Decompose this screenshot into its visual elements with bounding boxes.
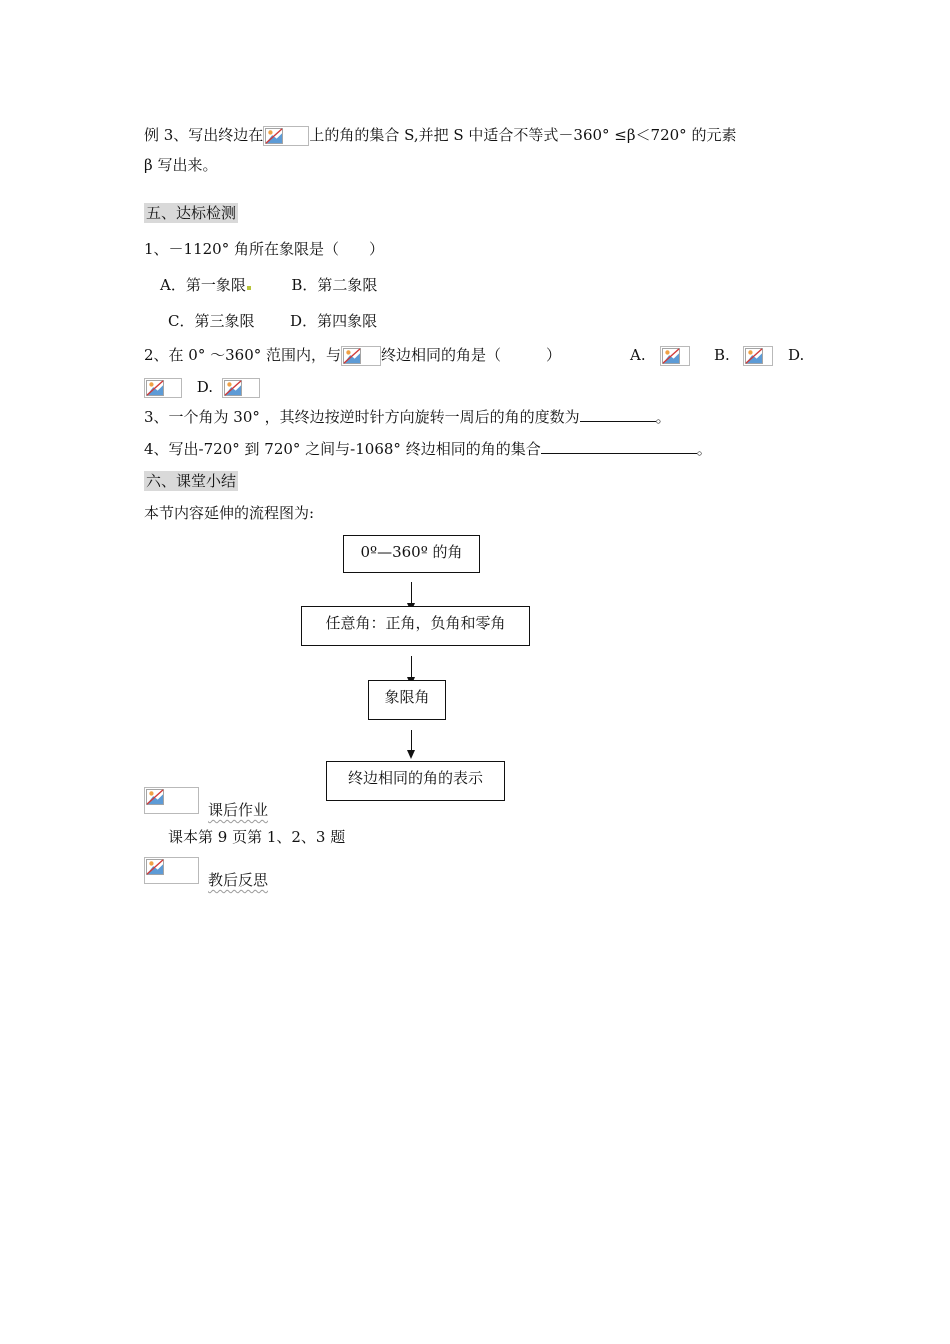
homework-label-text: 课后作业 [208,801,269,819]
q1-option-d: D．第四象限 [290,312,378,330]
q2-option-b [714,344,773,366]
section-6-heading [144,470,238,492]
q4 [144,438,712,460]
reflection-header [144,857,199,884]
q2-stem-text: 2、在 0° ～360° 范围内，与 [144,346,342,364]
q2-option-a-label: A. [630,346,646,364]
flowchart-box-quadrant-angle [368,680,446,720]
broken-image-icon [341,346,381,366]
homework-content-text: 课本第 9 页第 1、2、3 题 [168,828,346,846]
flowchart-box-coterminal-angles [326,761,505,801]
flowchart-box-label: 终边相同的角的表示 [347,769,483,787]
section-heading: 六、课堂小结 [146,472,237,490]
marker-icon [247,286,251,290]
broken-image-icon [144,787,199,814]
flowchart-arrow [411,730,412,751]
broken-image-icon [743,346,773,366]
q4-end: 。 [696,440,712,458]
flowchart-arrow [411,582,412,604]
q2-option-a [630,344,690,366]
flowchart-intro-text: 本节内容延伸的流程图为: [144,504,315,522]
q1-option-c: C．第三象限 [168,312,255,330]
flowchart-intro [144,502,314,524]
q2-stem-text-cont: 终边相同的角是（ ） [381,346,562,364]
broken-image-icon [144,857,199,884]
q1-stem [144,238,384,260]
q1-option-a: A．第一象限 [160,276,246,294]
q2-option-c-label [788,344,804,366]
section-5-heading [144,202,238,224]
q4-answer-blank [541,438,697,454]
q2-option-c-label-text: D. [788,346,805,364]
flowchart-arrow [411,656,412,678]
example-3-text-end: β 写出来。 [144,156,218,174]
example-3-text-cont: 上的角的集合 S,并把 S 中适合不等式－360° ≤β＜720° 的元素 [309,126,737,144]
flowchart-box-arbitrary-angle [301,606,530,646]
broken-image-icon [222,378,260,398]
q4-text: 4、写出-720° 到 720° 之间与-1068° 终边相同的角的集合 [144,440,541,458]
example-3-line-1 [144,124,736,146]
reflection-label-text: 教后反思 [208,871,269,889]
q3-answer-blank [580,406,656,422]
example-3-line-2 [144,154,217,176]
homework-label [208,799,268,821]
broken-image-icon [144,378,182,398]
flowchart-box-label: 任意角：正角，负角和零角 [325,614,506,632]
q1-option-b: B．第二象限 [291,276,378,294]
q2-option-d-label: D. [196,378,214,396]
q1-stem-text: 1、－1120° 角所在象限是（ ） [144,240,384,258]
broken-image-icon [263,126,309,146]
q2-option-b-label: B. [714,346,730,364]
section-heading: 五、达标检测 [146,204,237,222]
flowchart-box-angles-0-360 [343,535,480,573]
q1-options-row-1 [160,274,377,296]
q2-line-1 [144,344,561,366]
example-3-text: 例 3、写出终边在 [144,126,264,144]
q2-line-2 [144,376,260,398]
reflection-label [208,869,268,891]
homework-header [144,787,199,814]
q1-options-row-2 [168,310,377,332]
homework-content [168,826,345,848]
q3-text: 3、一个角为 30° ，其终边按逆时针方向旋转一周后的角的度数为 [144,408,580,426]
broken-image-icon [660,346,690,366]
q3-end: 。 [655,408,671,426]
q3 [144,406,671,428]
flowchart-box-label: 象限角 [384,688,430,706]
flowchart-box-label: 0º—360º 的角 [360,543,463,561]
